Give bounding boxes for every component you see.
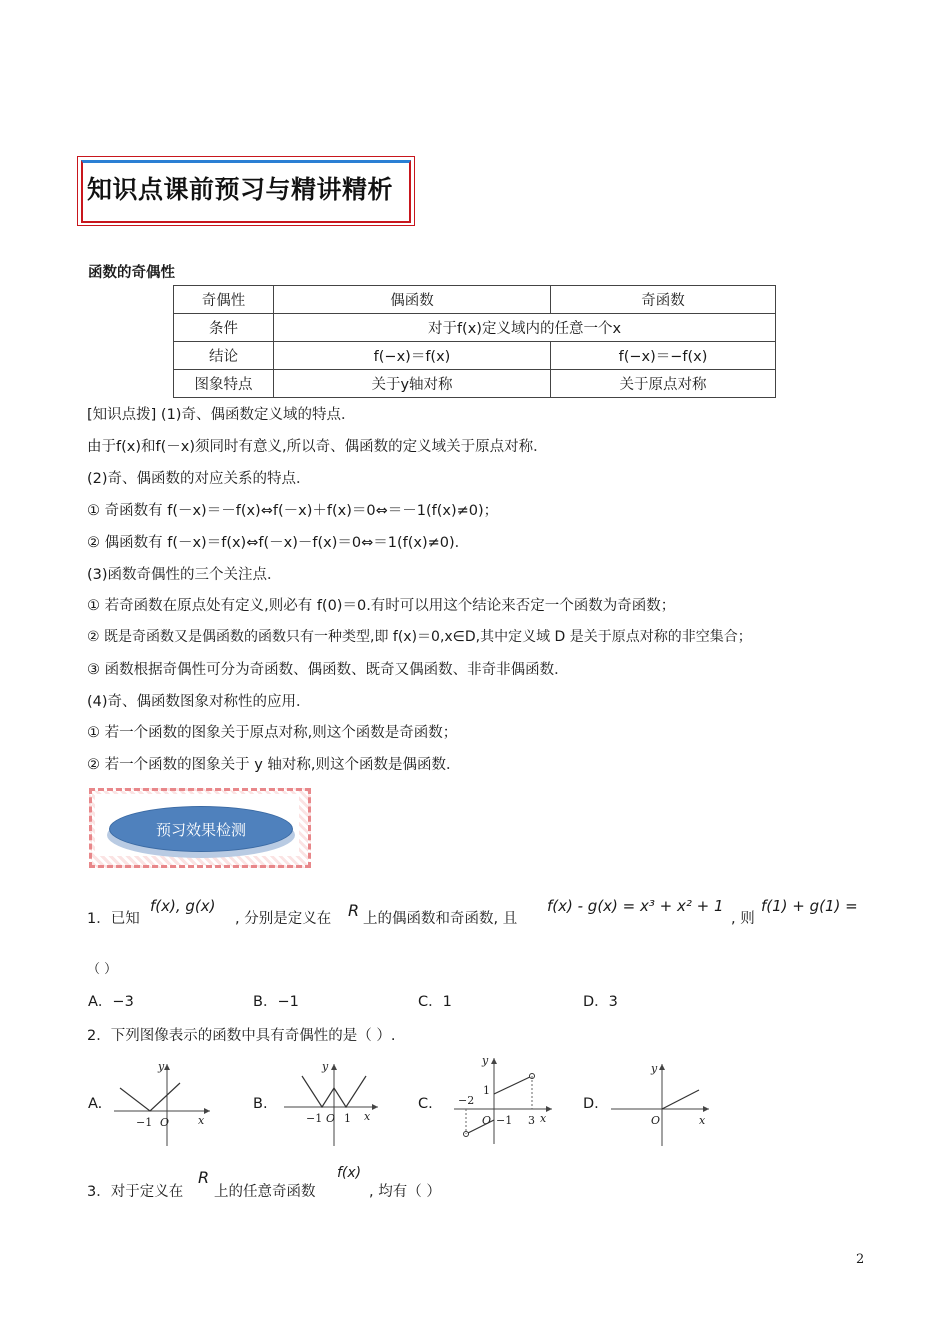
table-cell-odd: f(−x)＝−f(x): [551, 342, 776, 370]
q3-text-part: 上的任意奇函数: [214, 1184, 316, 1200]
preview-banner: [89, 788, 311, 868]
q1-option-d[interactable]: D．3: [583, 994, 618, 1010]
note-line: ② 既是奇函数又是偶函数的函数只有一种类型,即 f(x)＝0,x∈D,其中定义域 D 是关于原点对称的非空集合；: [87, 629, 752, 645]
table-row: [174, 342, 776, 370]
q1-text-part: , 分别是定义在: [235, 911, 332, 927]
graph-b-label-x: x: [364, 1110, 371, 1123]
table-header-cell: 偶函数: [274, 286, 551, 314]
graph-a-x-arrow: [204, 1108, 210, 1114]
graph-a-y-arrow: [164, 1064, 170, 1070]
note-line: ③ 函数根据奇偶性可分为奇函数、偶函数、既奇又偶函数、非奇非偶函数．: [87, 662, 569, 678]
table-row: [174, 370, 776, 398]
q1-formula-fg: f(x), g(x): [150, 897, 216, 915]
graph-c-label-y: y: [482, 1054, 489, 1067]
note-line: ② 若一个函数的图象关于 y 轴对称,则这个函数是偶函数．: [87, 757, 461, 773]
graph-b-x-arrow: [372, 1104, 378, 1110]
q2-option-a[interactable]: A.: [88, 1096, 103, 1112]
q3-formula-f: f(x): [337, 1165, 362, 1181]
graph-c-x-arrow: [546, 1106, 552, 1112]
graph-a-curve: [120, 1083, 180, 1111]
q3-text-part: , 均有（ ）: [369, 1184, 441, 1200]
graph-b-label-neg1: −1: [306, 1112, 323, 1125]
note-line: 由于f(x)和f(－x)须同时有意义,所以奇、偶函数的定义域关于原点对称．: [87, 439, 548, 455]
q2-text: 2．下列图像表示的函数中具有奇偶性的是（ ）.: [87, 1028, 396, 1044]
table-row-label: 结论: [174, 342, 274, 370]
graph-c-label-3: 3: [528, 1114, 535, 1127]
topic-heading: 函数的奇偶性: [88, 265, 175, 281]
graph-c-label-neg1: −1: [496, 1114, 513, 1127]
graph-a: [112, 1058, 212, 1148]
graph-d-label-y: y: [651, 1062, 658, 1075]
graph-c-label-x: x: [540, 1112, 547, 1125]
graph-d-y-arrow: [659, 1064, 665, 1070]
note-line: (4)奇、偶函数图象对称性的应用．: [87, 694, 311, 710]
q1-option-c[interactable]: C．1: [418, 994, 452, 1010]
table-cell-odd: 关于原点对称: [551, 370, 776, 398]
q1-text-part: 上的偶函数和奇函数, 且: [363, 911, 518, 927]
graph-b: [282, 1058, 382, 1148]
preview-label: 预习效果检测: [109, 806, 293, 852]
graph-a-label-x: x: [198, 1114, 205, 1127]
graph-c-label-o: O: [482, 1114, 492, 1127]
page-number: 2: [856, 1252, 865, 1267]
q1-formula-diff: f(x) - g(x) = x³ + x² + 1: [547, 897, 724, 915]
note-line: ① 若一个函数的图象关于原点对称,则这个函数是奇函数；: [87, 725, 458, 741]
table-row: [174, 314, 776, 342]
graph-a-label-o: O: [160, 1116, 170, 1129]
graph-c: [452, 1052, 556, 1148]
graph-d: [607, 1058, 713, 1148]
q1-formula-sum: f(1) + g(1) =: [761, 897, 858, 915]
q2-option-d[interactable]: D.: [583, 1096, 599, 1112]
graph-d-label-o: O: [651, 1114, 661, 1127]
q1-answer-paren: （ ）: [87, 962, 118, 977]
table-header-row: [174, 286, 776, 314]
table-row-label: 图象特点: [174, 370, 274, 398]
graph-b-y-arrow: [331, 1064, 337, 1070]
table-header-cell: 奇函数: [551, 286, 776, 314]
graph-b-label-1: 1: [344, 1112, 351, 1125]
q3-set-r: R: [198, 1168, 210, 1187]
note-line: (2)奇、偶函数的对应关系的特点．: [87, 471, 311, 487]
note-line: ② 偶函数有 f(－x)＝f(x)⇔f(－x)－f(x)＝0⇔＝1(f(x)≠0)．: [87, 535, 470, 551]
note-line: ① 若奇函数在原点处有定义,则必有 f(0)＝0.有时可以用这个结论来否定一个函数为奇函数；: [87, 598, 676, 614]
q2-option-c[interactable]: C.: [418, 1096, 433, 1112]
q1-text-part: , 则: [731, 911, 755, 927]
graph-a-label-neg1: −1: [136, 1116, 153, 1129]
parity-table: [173, 285, 776, 398]
q1-set-r: R: [348, 901, 360, 920]
q3-text-part: 3．对于定义在: [87, 1184, 184, 1200]
section-title: 知识点课前预习与精讲精析: [87, 175, 394, 204]
table-header-cell: 奇偶性: [174, 286, 274, 314]
graph-c-label-neg2: −2: [458, 1094, 475, 1107]
graph-b-label-y: y: [322, 1060, 329, 1073]
graph-d-x-arrow: [703, 1106, 709, 1112]
note-line: [知识点拨] (1)奇、偶函数定义域的特点．: [87, 407, 356, 423]
q2-option-b[interactable]: B.: [253, 1096, 268, 1112]
graph-a-label-y: y: [158, 1060, 165, 1073]
q1-option-a[interactable]: A．−3: [88, 994, 134, 1010]
q1-text-part: 1．已知: [87, 911, 140, 927]
graph-c-segment-right: [494, 1076, 532, 1094]
table-row-label: 条件: [174, 314, 274, 342]
section-header-box: [77, 156, 415, 226]
note-line: ① 奇函数有 f(－x)＝－f(x)⇔f(－x)＋f(x)＝0⇔＝－1(f(x)≠0)；: [87, 503, 499, 519]
table-merged-cell: 对于f(x)定义域内的任意一个x: [274, 314, 776, 342]
graph-b-label-o: O: [326, 1112, 336, 1125]
graph-d-label-x: x: [699, 1114, 706, 1127]
graph-d-ray: [662, 1090, 699, 1109]
table-cell-even: 关于y轴对称: [274, 370, 551, 398]
table-cell-even: f(−x)＝f(x): [274, 342, 551, 370]
graph-c-label-1: 1: [483, 1084, 490, 1097]
q1-option-b[interactable]: B．−1: [253, 994, 299, 1010]
graph-c-y-arrow: [491, 1058, 497, 1064]
note-line: (3)函数奇偶性的三个关注点．: [87, 567, 282, 583]
